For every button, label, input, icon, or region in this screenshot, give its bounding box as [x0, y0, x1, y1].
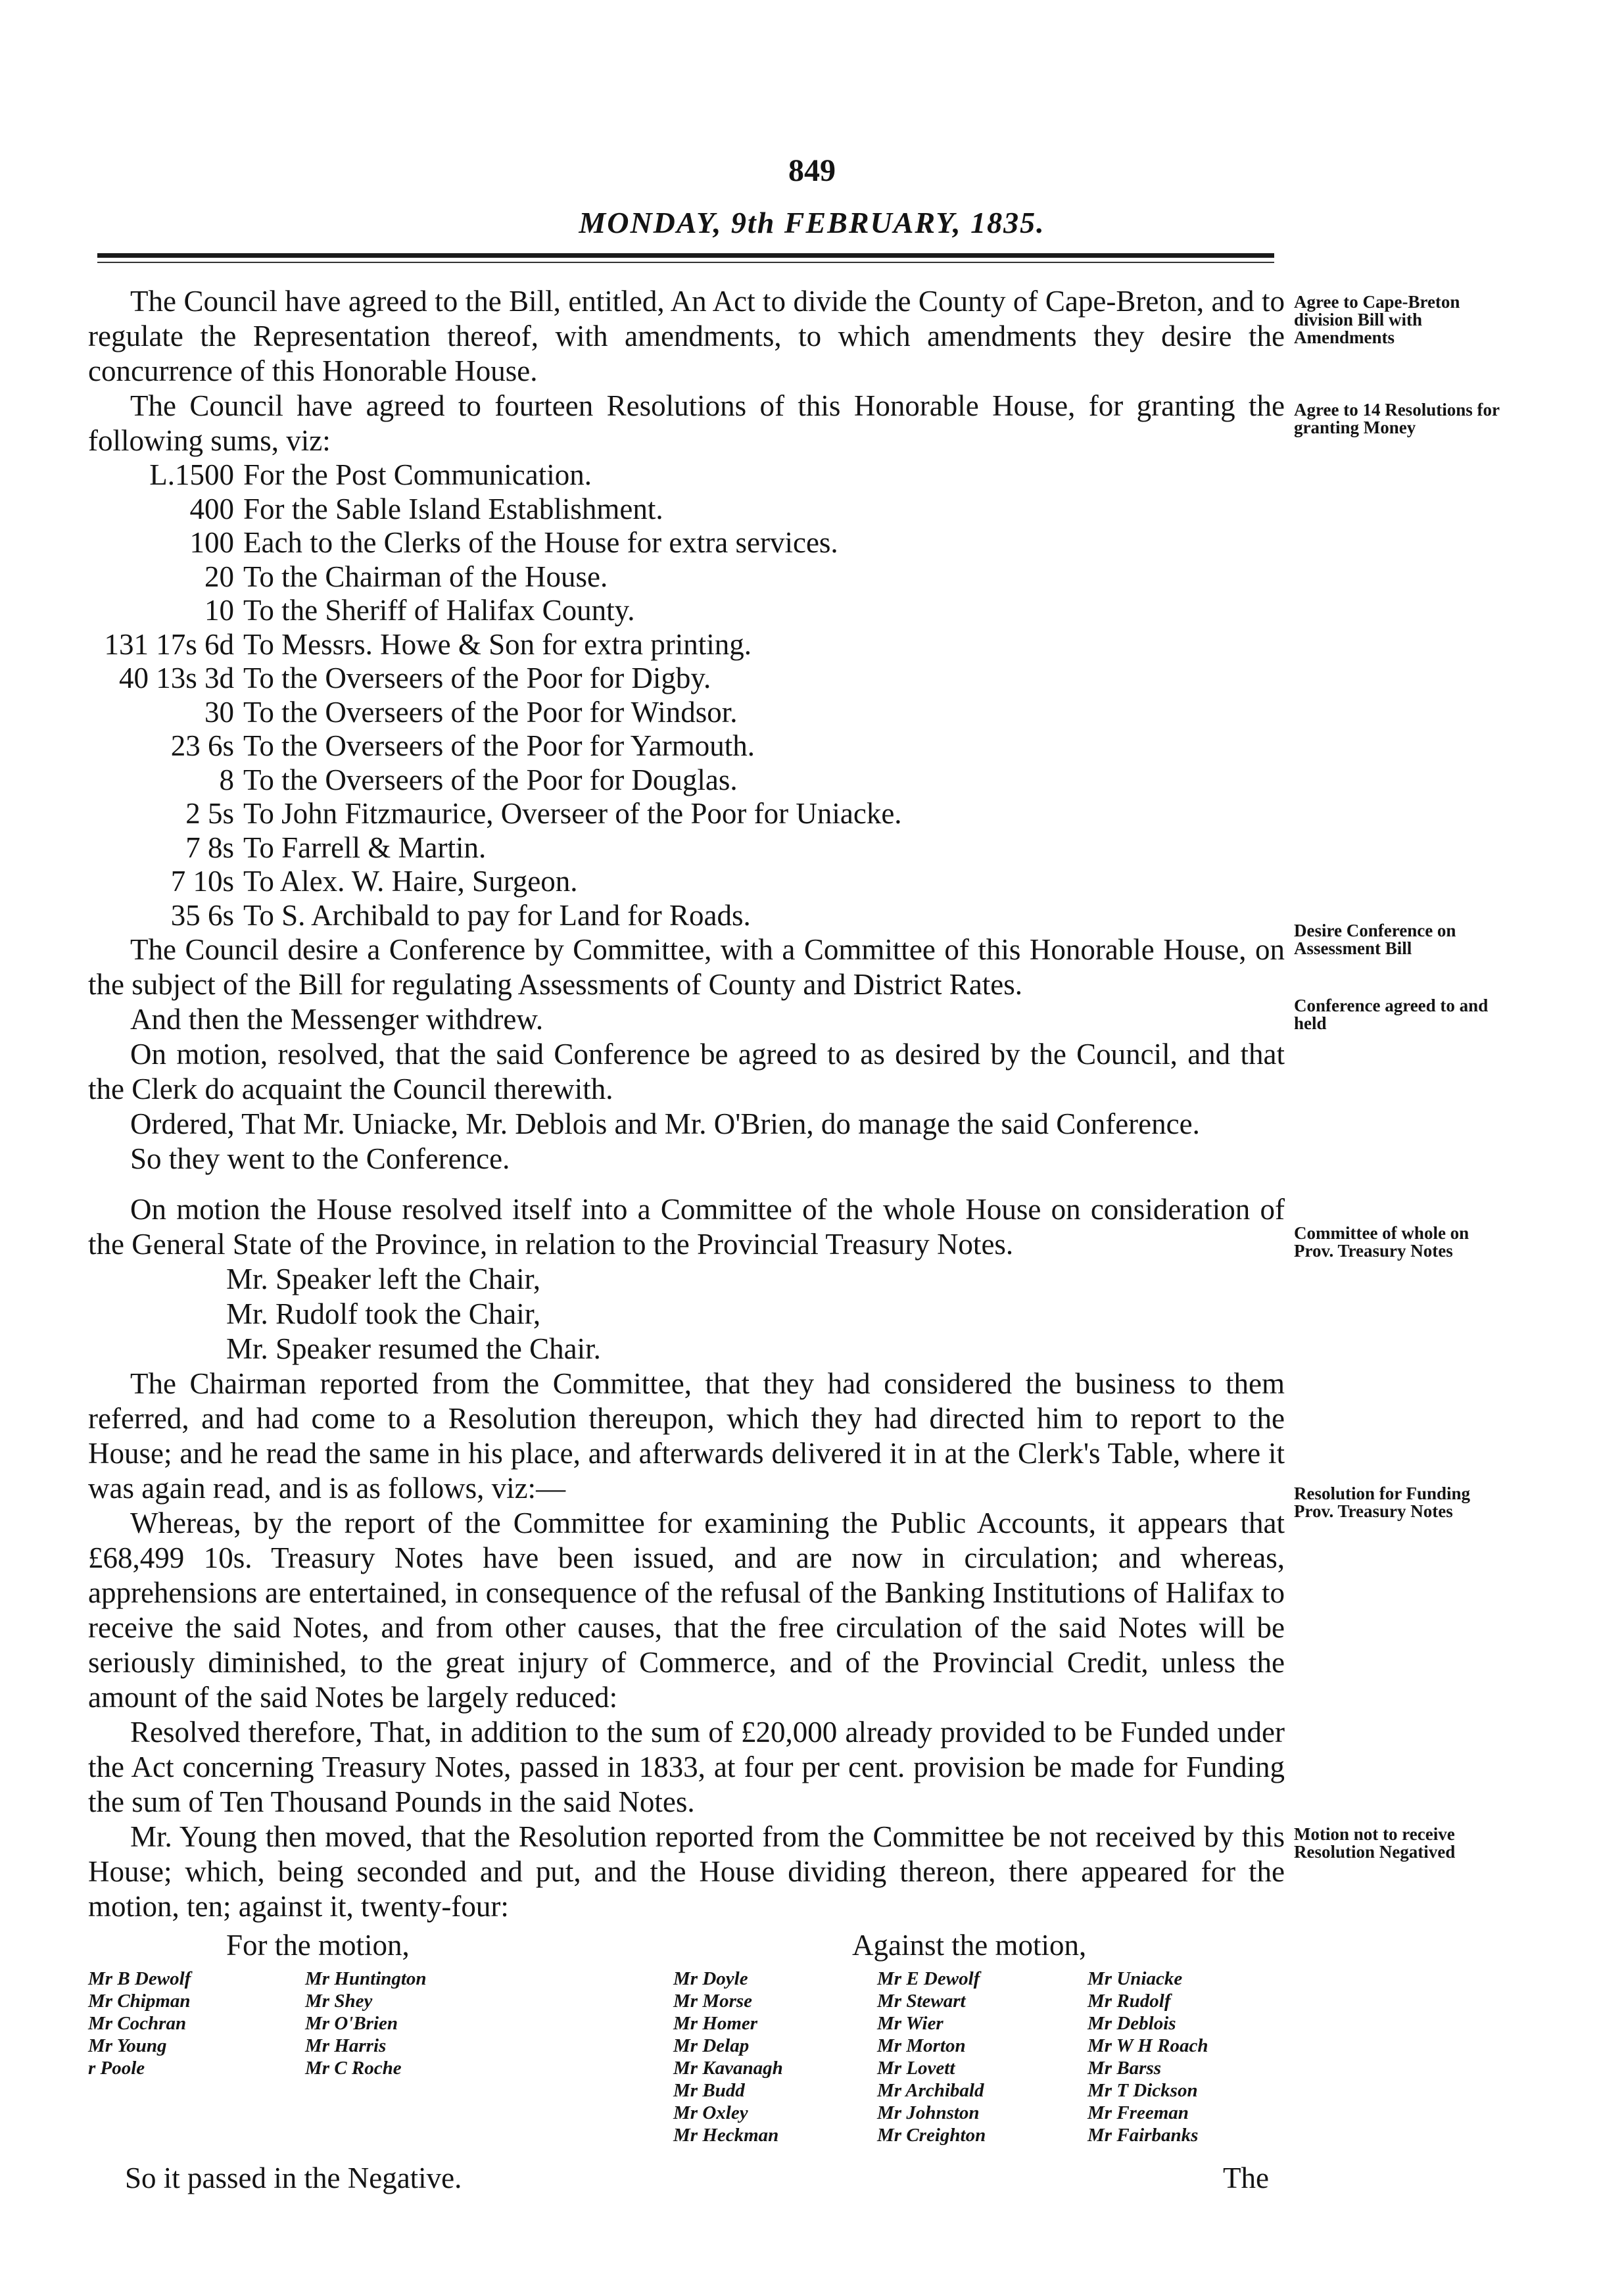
- paragraph-messenger: And then the Messenger withdrew.: [130, 1003, 544, 1036]
- margin-note-conference-agreed: Conference agreed to and held: [1294, 996, 1489, 1033]
- margin-note-desire-conference: Desire Conference on Assessment Bill: [1294, 921, 1456, 958]
- chair-line-rudolf: Mr. Rudolf took the Chair,: [226, 1297, 541, 1330]
- member-name: Mr Rudolf: [1087, 1991, 1171, 2012]
- sum-item: [88, 696, 1285, 730]
- member-name: Mr Uniacke: [1087, 1968, 1183, 1989]
- member-name: Mr Budd: [673, 2080, 745, 2101]
- sum-purpose: To Messrs. Howe & Son for extra printing.: [243, 627, 752, 661]
- member-name: Mr Wier: [877, 2013, 943, 2034]
- member-name: Mr Harris: [305, 2035, 387, 2056]
- member-name: r Poole: [88, 2058, 145, 2079]
- date-heading: MONDAY, 9th FEBRUARY, 1835.: [579, 206, 1045, 239]
- for-motion-heading: For the motion,: [226, 1929, 410, 1962]
- member-name: Mr Delap: [673, 2035, 750, 2056]
- sum-item: [88, 662, 1285, 696]
- paragraph-chairman-report: The Chairman reported from the Committee, that they had considered the business to them referred, and had come to a Resolution thereupon, which they had directed him to report to the House; and he read the same in his place, and afterwards delivered it in at the Clerk's Table, where it was again read, and is as follows, viz:—: [88, 1367, 1285, 1505]
- sum-item: [88, 458, 1285, 493]
- catchword: The: [1223, 2162, 1269, 2194]
- main-text-column: [88, 284, 1285, 1924]
- member-name: Mr T Dickson: [1087, 2080, 1198, 2101]
- member-name: Mr Huntington: [305, 1968, 427, 1989]
- sum-purpose: To Alex. W. Haire, Surgeon.: [243, 865, 578, 898]
- sum-amount: 131 17s 6d: [104, 627, 234, 661]
- margin-note-resolution-funding: Resolution for Funding Prov. Treasury Notes: [1294, 1484, 1471, 1521]
- paragraph-committee-whole: On motion the House resolved itself into a Committee of the whole House on consideration of the General State of the Province, in relation to the Provincial Treasury Notes.: [88, 1193, 1285, 1261]
- sum-amount: 20: [204, 560, 234, 593]
- for-names-column-1: [88, 1968, 191, 2079]
- sum-purpose: To the Chairman of the House.: [243, 560, 608, 593]
- sum-item: [88, 797, 1285, 831]
- page-number: 849: [788, 153, 836, 188]
- against-names-column-1: [673, 1968, 783, 2146]
- paragraph-council-bill: The Council have agreed to the Bill, entitled, An Act to divide the County of Cape-Breton, and to regulate the Representation thereof, with amendments, to which amendments they desire the concurrence of this Honorable House.: [88, 285, 1285, 387]
- member-name: Mr W H Roach: [1087, 2035, 1208, 2056]
- member-name: Mr O'Brien: [305, 2013, 398, 2034]
- member-name: Mr Kavanagh: [673, 2058, 783, 2079]
- sum-amount: 8: [219, 763, 234, 796]
- member-name: Mr E Dewolf: [877, 1968, 980, 1989]
- sum-amount: 40 13s 3d: [118, 662, 234, 694]
- sum-item: [88, 526, 1285, 560]
- sum-amount: 7 8s: [185, 831, 234, 864]
- sum-purpose: To John Fitzmaurice, Overseer of the Poor for Uniacke.: [243, 797, 902, 830]
- paragraph-young-motion: Mr. Young then moved, that the Resolution reported from the Committee be not received by this House; which, being seconded and put, and the House dividing thereon, there appeared for the motion, ten; against it, twenty-four:: [88, 1820, 1285, 1923]
- sum-purpose: To the Overseers of the Poor for Windsor.: [243, 695, 738, 729]
- sum-amount: 30: [204, 695, 234, 729]
- sum-amount: L.1500: [149, 458, 234, 491]
- sum-amount: 23 6s: [170, 729, 234, 762]
- member-name: Mr Archibald: [877, 2080, 984, 2101]
- sum-item: [88, 831, 1285, 865]
- paragraph-went-to-conference: So they went to the Conference.: [130, 1142, 510, 1175]
- sum-purpose: To the Overseers of the Poor for Douglas.: [243, 763, 738, 796]
- member-name: Mr Deblois: [1087, 2013, 1176, 2034]
- member-name: Mr Stewart: [877, 1991, 966, 2012]
- member-name: Mr B Dewolf: [88, 1968, 191, 1989]
- margin-note-committee-whole: Committee of whole on Prov. Treasury Notes: [1294, 1223, 1469, 1261]
- member-name: Mr Creighton: [877, 2125, 986, 2146]
- chair-line-speaker-left: Mr. Speaker left the Chair,: [226, 1263, 541, 1295]
- member-name: Mr Cochran: [88, 2013, 187, 2034]
- sum-purpose: To the Overseers of the Poor for Yarmouth.: [243, 729, 755, 762]
- member-name: Mr Oxley: [673, 2102, 748, 2123]
- sum-purpose: To the Sheriff of Halifax County.: [243, 594, 635, 627]
- sum-item: [88, 899, 1285, 933]
- sum-item: [88, 560, 1285, 594]
- sum-amount: 400: [189, 492, 234, 525]
- sum-item: [88, 729, 1285, 763]
- sum-purpose: To the Overseers of the Poor for Digby.: [243, 662, 711, 694]
- margin-note-fourteen-resolutions: Agree to 14 Resolutions for granting Money: [1294, 400, 1500, 437]
- margin-note-motion-negatived: Motion not to receive Resolution Negatived: [1294, 1824, 1456, 1862]
- sum-item: [88, 493, 1285, 527]
- member-name: Mr Heckman: [673, 2125, 779, 2146]
- sum-purpose: To Farrell & Martin.: [243, 831, 487, 864]
- result-line: So it passed in the Negative.: [125, 2162, 462, 2194]
- paragraph-resolved: Resolved therefore, That, in addition to the sum of £20,000 already provided to be Funded under the Act concerning Treasury Notes, passed in 1833, at four per cent. provision be made for Funding the sum of Ten Thousand Pounds in the said Notes.: [88, 1716, 1285, 1818]
- sum-item: [88, 594, 1285, 628]
- sum-item: [88, 865, 1285, 899]
- member-name: Mr Shey: [305, 1991, 373, 2012]
- member-name: Mr Doyle: [673, 1968, 748, 1989]
- paragraph-council-resolutions: The Council have agreed to fourteen Resolutions of this Honorable House, for granting the following sums, viz:: [88, 389, 1285, 457]
- paragraph-conference-agreed: On motion, resolved, that the said Conference be agreed to as desired by the Council, and that the Clerk do acquaint the Council therewith.: [88, 1038, 1285, 1105]
- heading-rule-thin: [97, 262, 1274, 263]
- sum-amount: 7 10s: [170, 865, 234, 898]
- for-names-column-2: [305, 1968, 427, 2079]
- member-name: Mr Homer: [673, 2013, 758, 2034]
- member-name: Mr Freeman: [1087, 2102, 1189, 2123]
- sum-purpose: Each to the Clerks of the House for extra services.: [243, 526, 838, 559]
- sum-item: [88, 628, 1285, 662]
- member-name: Mr Fairbanks: [1087, 2125, 1199, 2146]
- paragraph-conference-request: The Council desire a Conference by Committee, with a Committee of this Honorable House, on the subject of the Bill for regulating Assessments of County and District Rates.: [88, 933, 1285, 1001]
- heading-rule: [97, 253, 1274, 258]
- against-names-column-3: [1087, 1968, 1208, 2146]
- paragraph-ordered-managers: Ordered, That Mr. Uniacke, Mr. Deblois and Mr. O'Brien, do manage the said Conference.: [130, 1107, 1200, 1140]
- member-name: Mr Morse: [673, 1991, 753, 2012]
- sum-amount: 100: [189, 526, 234, 559]
- sums-list: [88, 458, 1285, 932]
- sum-purpose: For the Sable Island Establishment.: [243, 492, 663, 525]
- member-name: Mr Morton: [877, 2035, 966, 2056]
- chair-line-speaker-resumed: Mr. Speaker resumed the Chair.: [226, 1332, 601, 1365]
- paragraph-whereas: Whereas, by the report of the Committee for examining the Public Accounts, it appears that £68,499 10s. Treasury Notes have been issued, and are now in circulation; and whereas, apprehensions are entertained, in consequence of the refusal of the Banking Institutions of Halifax to receive the said Notes, and from other causes, that the free circulation of the said Notes will be seriously diminished, to the great injury of Commerce, and of the Provincial Credit, unless the amount of the said Notes be largely reduced:: [88, 1507, 1285, 1714]
- member-name: Mr Chipman: [88, 1991, 191, 2012]
- member-name: Mr Barss: [1087, 2058, 1162, 2079]
- sum-item: [88, 763, 1285, 798]
- sum-purpose: To S. Archibald to pay for Land for Roads.: [243, 898, 751, 932]
- sum-amount: 2 5s: [185, 797, 234, 830]
- sum-amount: 35 6s: [170, 898, 234, 932]
- member-name: Mr Lovett: [877, 2058, 955, 2079]
- member-name: Mr C Roche: [305, 2058, 402, 2079]
- against-motion-heading: Against the motion,: [852, 1929, 1087, 1962]
- member-name: Mr Johnston: [877, 2102, 980, 2123]
- member-name: Mr Young: [88, 2035, 167, 2056]
- against-names-column-2: [877, 1968, 986, 2146]
- sum-purpose: For the Post Communication.: [243, 458, 592, 491]
- margin-note-cape-breton: Agree to Cape-Breton division Bill with Amendments: [1294, 292, 1460, 347]
- sum-amount: 10: [204, 594, 234, 627]
